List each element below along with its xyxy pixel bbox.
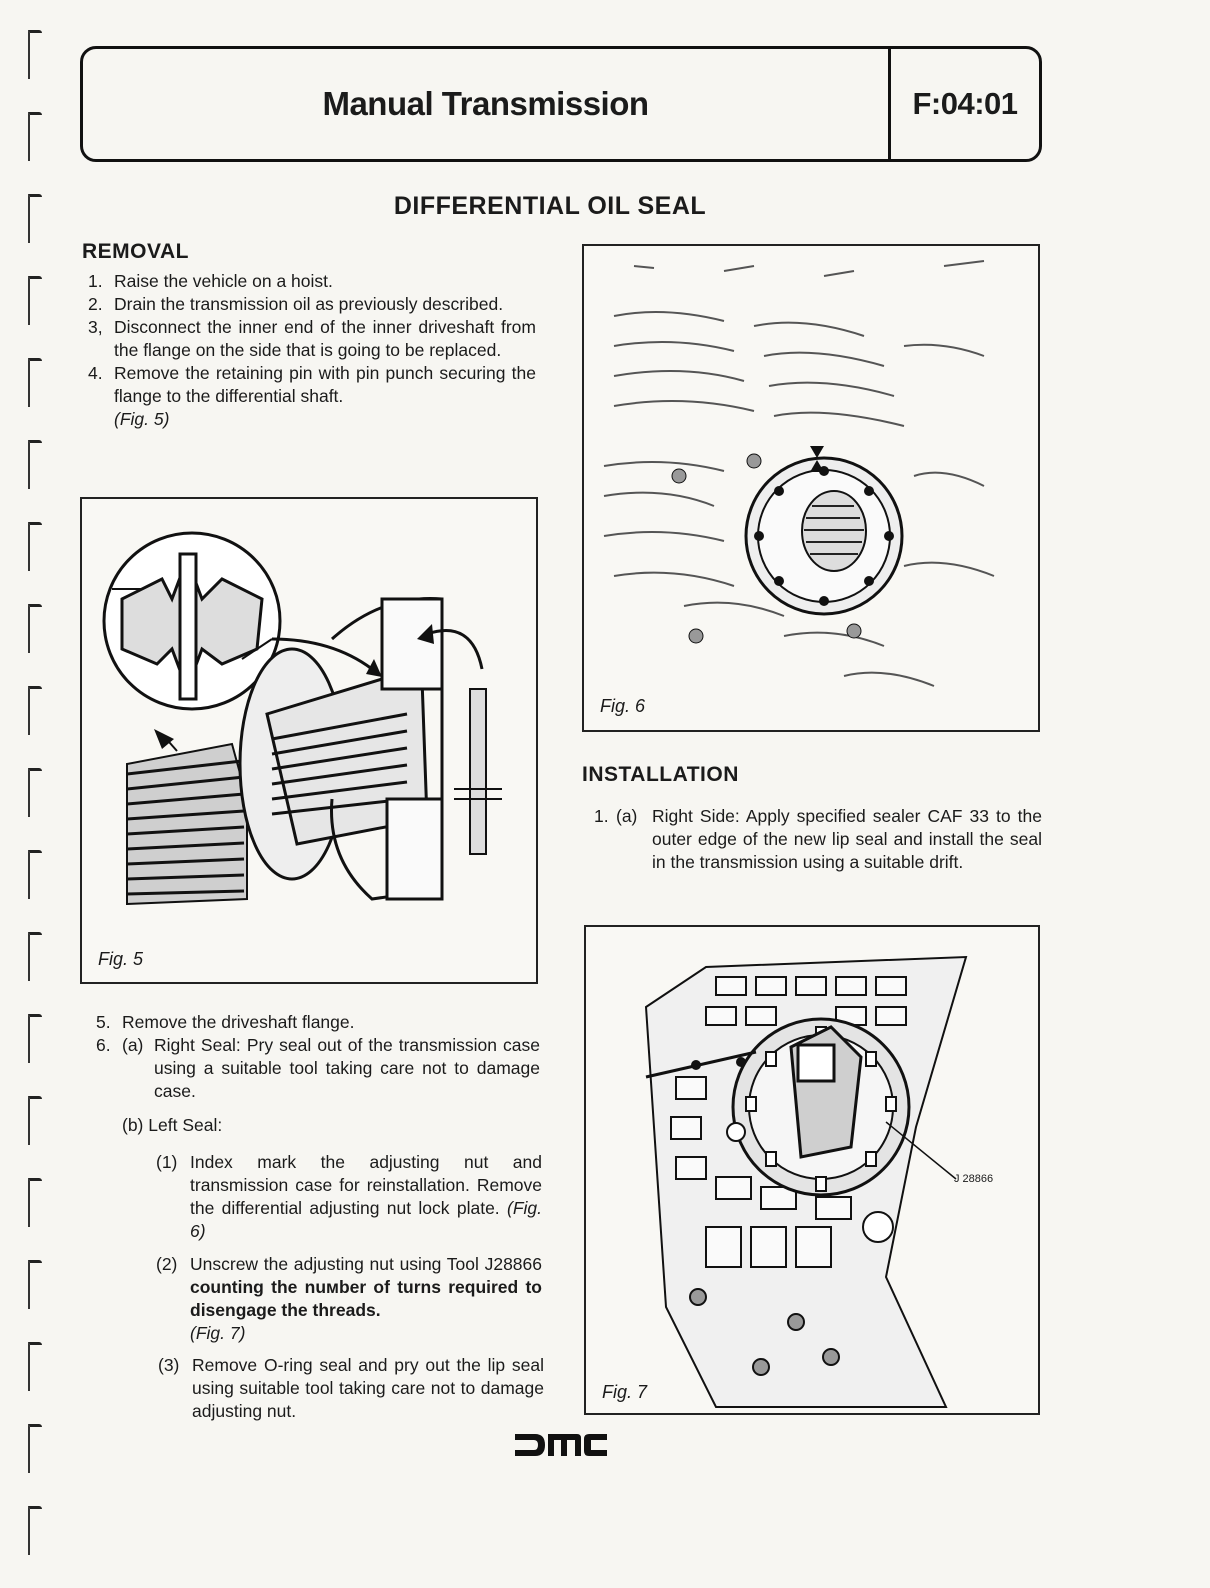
fig7-caption: Fig. 7 <box>602 1382 648 1402</box>
removal-step-6b: (b) Left Seal: <box>122 1115 223 1135</box>
dmc-logo <box>515 1432 607 1458</box>
section-title: DIFFERENTIAL OIL SEAL <box>393 192 707 220</box>
removal-heading: REMOVAL <box>82 240 189 263</box>
installation-step-1a: 1. (a) Right Side: Apply specified sealer CAF 33 to the outer edge of the new lip seal and install the seal in the transmission using a suitable drift. <box>594 806 1042 872</box>
figure-7 <box>584 925 1040 1415</box>
fig5-caption: Fig. 5 <box>98 949 144 969</box>
removal-step-5: 5. Remove the driveshaft flange. <box>96 1012 355 1032</box>
removal-step-6b-3: (3) Remove O-ring seal and pry out the lip seal using suitable tool taking care not to damage adjusting nut. <box>158 1355 544 1421</box>
fig6-drawing <box>584 246 1038 730</box>
fig5-drawing <box>82 499 536 939</box>
section-code: F:04:01 <box>912 86 1018 121</box>
removal-step-3: 3, Disconnect the inner end of the inner driveshaft from the flange on the side that is going to be replaced. <box>88 317 536 360</box>
removal-step-4: 4. Remove the retaining pin with pin punch securing the flange to the differential shaft. (Fig. 5) <box>88 363 536 429</box>
removal-step-6b-1: (1) Index mark the adjusting nut and transmission case for reinstallation. Remove the differential adjusting nut lock plate. (Fig. 6) <box>156 1152 542 1241</box>
removal-step-6a: 6. (a) Right Seal: Pry seal out of the transmission case using a suitable tool taking care not to damage case. <box>96 1035 540 1101</box>
manual-title: Manual Transmission <box>322 85 649 122</box>
figure-5 <box>80 497 538 984</box>
page-header <box>80 46 1042 162</box>
removal-step-2: 2. Drain the transmission oil as previously described. <box>88 294 504 314</box>
fig6-caption: Fig. 6 <box>600 696 646 716</box>
tool-label: J 28866 <box>954 1173 994 1185</box>
installation-heading: INSTALLATION <box>582 763 739 786</box>
fig5-reference: (Fig. 5) <box>114 409 170 429</box>
figure-6 <box>582 244 1040 732</box>
removal-steps <box>88 270 536 431</box>
removal-step-6b-2: (2) Unscrew the adjusting nut using Tool J28866 counting the nuᴍber of turns required to disengage the threads. (Fig. 7) <box>156 1254 542 1343</box>
fig7-drawing <box>586 927 1038 1413</box>
removal-step-1: 1. Raise the vehicle on a hoist. <box>88 271 333 291</box>
binding-marks <box>22 30 52 1570</box>
dmc-logo-mark <box>515 1432 607 1458</box>
